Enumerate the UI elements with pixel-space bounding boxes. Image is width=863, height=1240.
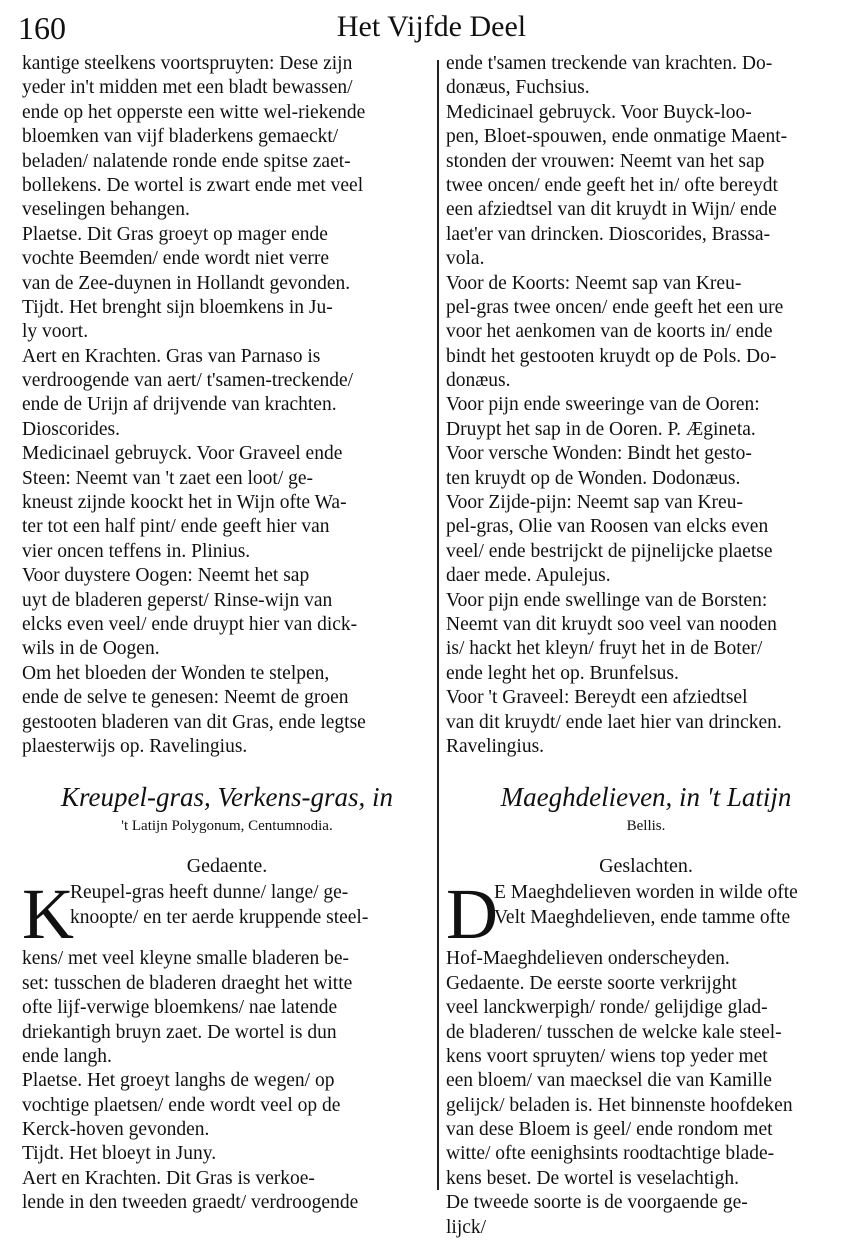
text-line: Om het bloeden der Wonden te stelpen, — [22, 662, 330, 684]
text-line: Voor versche Wonden: Bindt het gesto- — [446, 443, 752, 465]
text-line: gelijck/ beladen is. Het binnenste hoofdeken — [446, 1094, 793, 1116]
text-line: bindt het gestooten kruydt op de Pols. Do- — [446, 345, 777, 367]
page-number: 160 — [18, 10, 66, 46]
text-line: Steen: Neemt van 't zaet een loot/ ge- — [22, 467, 314, 489]
left-top-text — [22, 52, 432, 759]
running-head: Het Vijfde Deel — [336, 10, 527, 43]
text-line: ende op het opperste een witte wel-riekende — [22, 101, 366, 123]
text-line: van dit kruydt/ ende laet hier van drincken. — [446, 711, 782, 733]
text-line: verdroogende van aert/ t'samen-treckende/ — [22, 370, 354, 392]
text-line: is/ hackt het kleyn/ fruyt het in de Boter/ — [446, 638, 763, 660]
text-line: vier oncen teffens in. Plinius. — [22, 540, 251, 562]
text-line: donæus, Fuchsius. — [446, 77, 590, 99]
text-line: Neemt van dit kruydt soo veel van nooden — [446, 613, 777, 635]
dropcap-block — [446, 874, 846, 955]
text-line: Tijdt. Het bloeyt in Juny. — [22, 1143, 217, 1165]
text-line: Ravelingius. — [446, 735, 545, 757]
text-line: veel lanckwerpigh/ ronde/ gelijdige glad- — [446, 997, 768, 1019]
text-line: vochtige plaetsen/ ende wordt veel op de — [22, 1094, 341, 1116]
text-line: veselingen behangen. — [22, 199, 190, 221]
text-line: E Maeghdelieven worden in wilde ofte — [494, 882, 798, 904]
section-subtitle: 't Latijn Polygonum, Centumnodia. — [121, 818, 333, 835]
text-line: knoopte/ en ter aerde kruppende steel- — [70, 906, 369, 928]
right-top-text — [446, 52, 846, 759]
drop-cap: D — [446, 874, 498, 955]
section-subtitle: Bellis. — [626, 818, 666, 835]
text-line: wils in de Oogen. — [22, 638, 160, 660]
text-line: Gedaente. De eerste soorte verkrijght — [446, 972, 737, 994]
text-line: Kerck-hoven gevonden. — [22, 1119, 210, 1141]
dropcap-block — [22, 874, 432, 955]
text-line: Voor 't Graveel: Bereydt een afziedtsel — [446, 687, 748, 709]
text-line: vochte Beemden/ ende wordt niet verre — [22, 248, 330, 270]
text-line: daer mede. Apulejus. — [446, 565, 611, 587]
text-line: kantige steelkens voortspruyten: Dese zijn — [22, 53, 353, 74]
text-line: ten kruydt op de Wonden. Dodonæus. — [446, 467, 741, 489]
dropcap-lines — [22, 881, 432, 930]
text-line: set: tusschen de bladeren draeght het witte — [22, 972, 353, 994]
text-line: Dioscorides. — [22, 418, 121, 440]
text-line: Medicinael gebruyck. Voor Graveel ende — [22, 443, 343, 465]
section-title: Kreupel-gras, Verkens-gras, in — [61, 782, 393, 813]
text-line: een bloem/ van maecksel die van Kamille — [446, 1070, 772, 1092]
text-line: beladen/ nalatende ronde ende spitse zaet- — [22, 150, 351, 172]
text-line: plaesterwijs op. Ravelingius. — [22, 735, 248, 757]
dropcap-lines — [446, 881, 846, 930]
right-column — [446, 52, 846, 1240]
text-line: bloemken van vijf bladerkens gemaeckt/ — [22, 126, 339, 148]
section-heading: Gedaente. — [186, 855, 268, 878]
text-line: Voor Zijde-pijn: Neemt sap van Kreu- — [446, 492, 743, 514]
text-line: lijck/ — [446, 1216, 487, 1238]
text-line: kens voort spruyten/ wiens top yeder met — [446, 1045, 768, 1067]
left-column — [22, 52, 432, 1216]
text-line: Medicinael gebruyck. Voor Buyck-loo- — [446, 101, 752, 123]
text-line: veel/ ende bestrijckt de pijnelijcke plaetse — [446, 540, 773, 562]
text-line: de bladeren/ tusschen de welcke kale steel- — [446, 1021, 782, 1043]
text-line: yeder in't midden met een bladt bewassen/ — [22, 77, 353, 99]
text-line: Velt Maeghdelieven, ende tamme ofte — [494, 906, 791, 928]
text-line: van dese Bloem is geel/ ende rondom met — [446, 1119, 773, 1141]
text-line: laet'er van drincken. Dioscorides, Brassa- — [446, 223, 771, 245]
text-line: Aert en Krachten. Dit Gras is verkoe- — [22, 1167, 315, 1189]
text-line: kneust zijnde koockt het in Wijn ofte Wa- — [22, 492, 347, 514]
text-line: vola. — [446, 248, 485, 270]
text-line: Tijdt. Het brenght sijn bloemkens in Ju- — [22, 296, 333, 318]
text-line: Druypt het sap in de Ooren. P. Ægineta. — [446, 418, 756, 440]
text-line: kens/ met veel kleyne smalle bladeren be- — [22, 948, 350, 970]
page-header — [18, 8, 845, 48]
text-line: uyt de bladeren geperst/ Rinse-wijn van — [22, 589, 333, 611]
text-line: lende in den tweeden graedt/ verdroogende — [22, 1192, 359, 1214]
text-line: pel-gras twee oncen/ ende geeft het een ure — [446, 296, 784, 318]
text-line: ende de Urijn af drijvende van krachten. — [22, 394, 337, 416]
text-line: Voor duystere Oogen: Neemt het sap — [22, 565, 310, 587]
text-line: Aert en Krachten. Gras van Parnaso is — [22, 345, 321, 367]
text-line: een afziedtsel van dit kruydt in Wijn/ ende — [446, 199, 777, 221]
text-line: Plaetse. Het groeyt langhs de wegen/ op — [22, 1070, 335, 1092]
text-line: Voor de Koorts: Neemt sap van Kreu- — [446, 272, 742, 294]
text-line: voor het aenkomen van de koorts in/ ende — [446, 321, 773, 343]
text-line: Voor pijn ende swellinge van de Borsten: — [446, 589, 768, 611]
text-line: ende t'samen treckende van krachten. Do- — [446, 53, 773, 74]
text-line: Voor pijn ende sweeringe van de Ooren: — [446, 394, 760, 416]
text-line: van de Zee-duynen in Hollandt gevonden. — [22, 272, 351, 294]
section-text — [446, 947, 846, 1240]
drop-cap: K — [22, 874, 74, 955]
text-line: ofte lijf-verwige bloemkens/ nae latende — [22, 997, 338, 1019]
text-line: ly voort. — [22, 321, 89, 343]
text-line: gestooten bladeren van dit Gras, ende legtse — [22, 711, 366, 733]
text-line: pel-gras, Olie van Roosen van elcks even — [446, 516, 769, 538]
text-line: Plaetse. Dit Gras groeyt op mager ende — [22, 223, 328, 245]
text-line: ende de selve te genesen: Neemt de groen — [22, 687, 349, 709]
text-line: ende leght het op. Brunfelsus. — [446, 662, 679, 684]
section-text — [22, 947, 432, 1215]
text-line: Hof-Maeghdelieven onderscheyden. — [446, 948, 730, 970]
text-line: elcks even veel/ ende druypt hier van dick- — [22, 613, 358, 635]
text-line: witte/ ofte eenighsints roodtachtige blade- — [446, 1143, 775, 1165]
text-line: kens beset. De wortel is veselachtigh. — [446, 1167, 739, 1189]
text-line: stonden der vrouwen: Neemt van het sap — [446, 150, 765, 172]
section-title: Maeghdelieven, in 't Latijn — [500, 782, 792, 813]
section-heading: Geslachten. — [599, 855, 693, 878]
text-line: donæus. — [446, 370, 511, 392]
text-line: De tweede soorte is de voorgaende ge- — [446, 1192, 748, 1214]
text-line: ende langh. — [22, 1045, 112, 1067]
text-line: Reupel-gras heeft dunne/ lange/ ge- — [70, 882, 349, 904]
text-line: driekantigh bruyn zaet. De wortel is dun — [22, 1021, 337, 1043]
text-line: pen, Bloet-spouwen, ende onmatige Maent- — [446, 126, 788, 148]
text-line: ter tot een half pint/ ende geeft hier van — [22, 516, 330, 538]
text-line: twee oncen/ ende geeft het in/ ofte bereydt — [446, 174, 778, 196]
column-divider — [437, 60, 439, 1190]
text-line: bollekens. De wortel is zwart ende met veel — [22, 174, 364, 196]
